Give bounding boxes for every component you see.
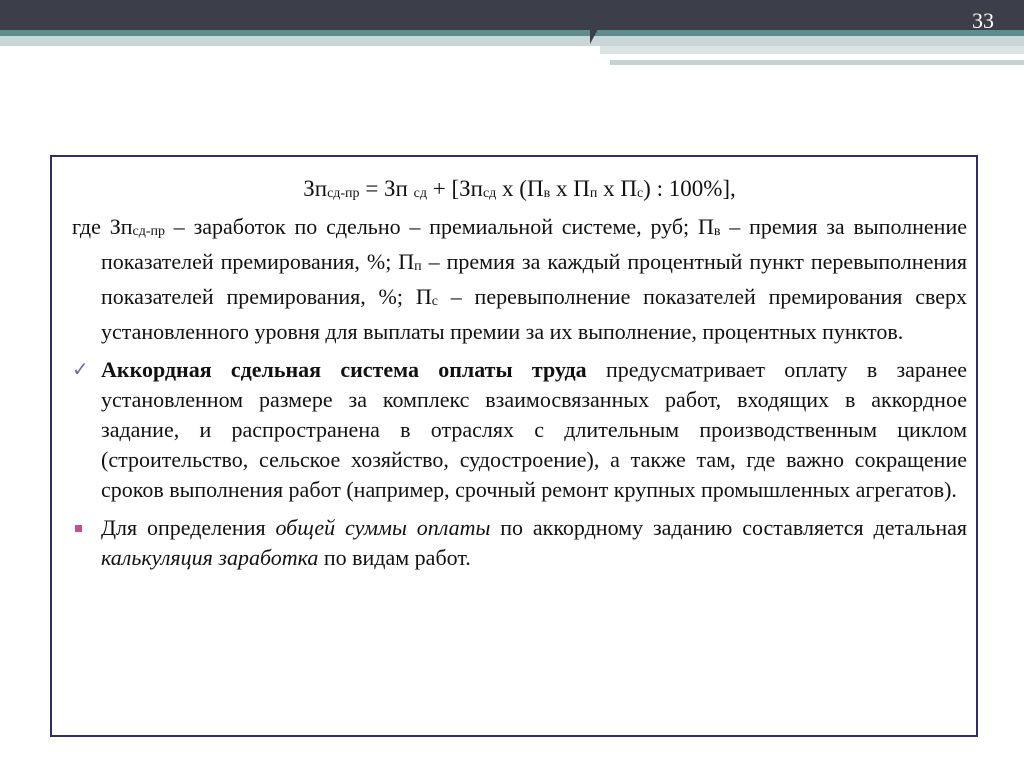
accent-strip-light	[0, 36, 1024, 46]
accord-paragraph: ✓ Аккордная сдельная система оплаты труда предусматривает оплату в заранее установленном размере за комплекс взаимосвязанных работ, входящих в аккордное задание, и распространена в отраслях с длительным производственным циклом (строительство, сельское хозяйство, судостроение), а также там, где важно сокращение сроков выполнения работ (например, срочный ремонт крупных промышленных агрегатов).	[72, 357, 967, 502]
slide-content	[72, 165, 967, 573]
accord-term: Аккордная сдельная система оплаты труда	[101, 357, 587, 382]
slide-number: 33	[972, 8, 994, 33]
accent-strip-right	[600, 46, 1024, 54]
formula: Зпсд-пр = Зп сд + [Зпсд х (Пв х Пп х Пс) : 100%],	[303, 176, 736, 201]
calc-paragraph: Для определения общей суммы оплаты по аккордному заданию составляется детальная калькуляция заработка по видам работ.	[72, 513, 967, 573]
square-bullet-icon	[75, 525, 82, 532]
accent-strip-thin	[610, 60, 1024, 65]
top-bar	[0, 0, 1024, 30]
checkmark-icon: ✓	[72, 359, 89, 381]
where-paragraph: где Зпсд-пр – заработок по сдельно – премиальной системе, руб; Пв – премия за выполнение показателей премирования, %; Пп – премия за каждый процентный пункт перевыполнения показателей премирования, %; Пс – перевыполнение показателей премирования сверх установленного уровня для выплаты премии за их выполнение, процентных пунктов.	[72, 214, 967, 344]
